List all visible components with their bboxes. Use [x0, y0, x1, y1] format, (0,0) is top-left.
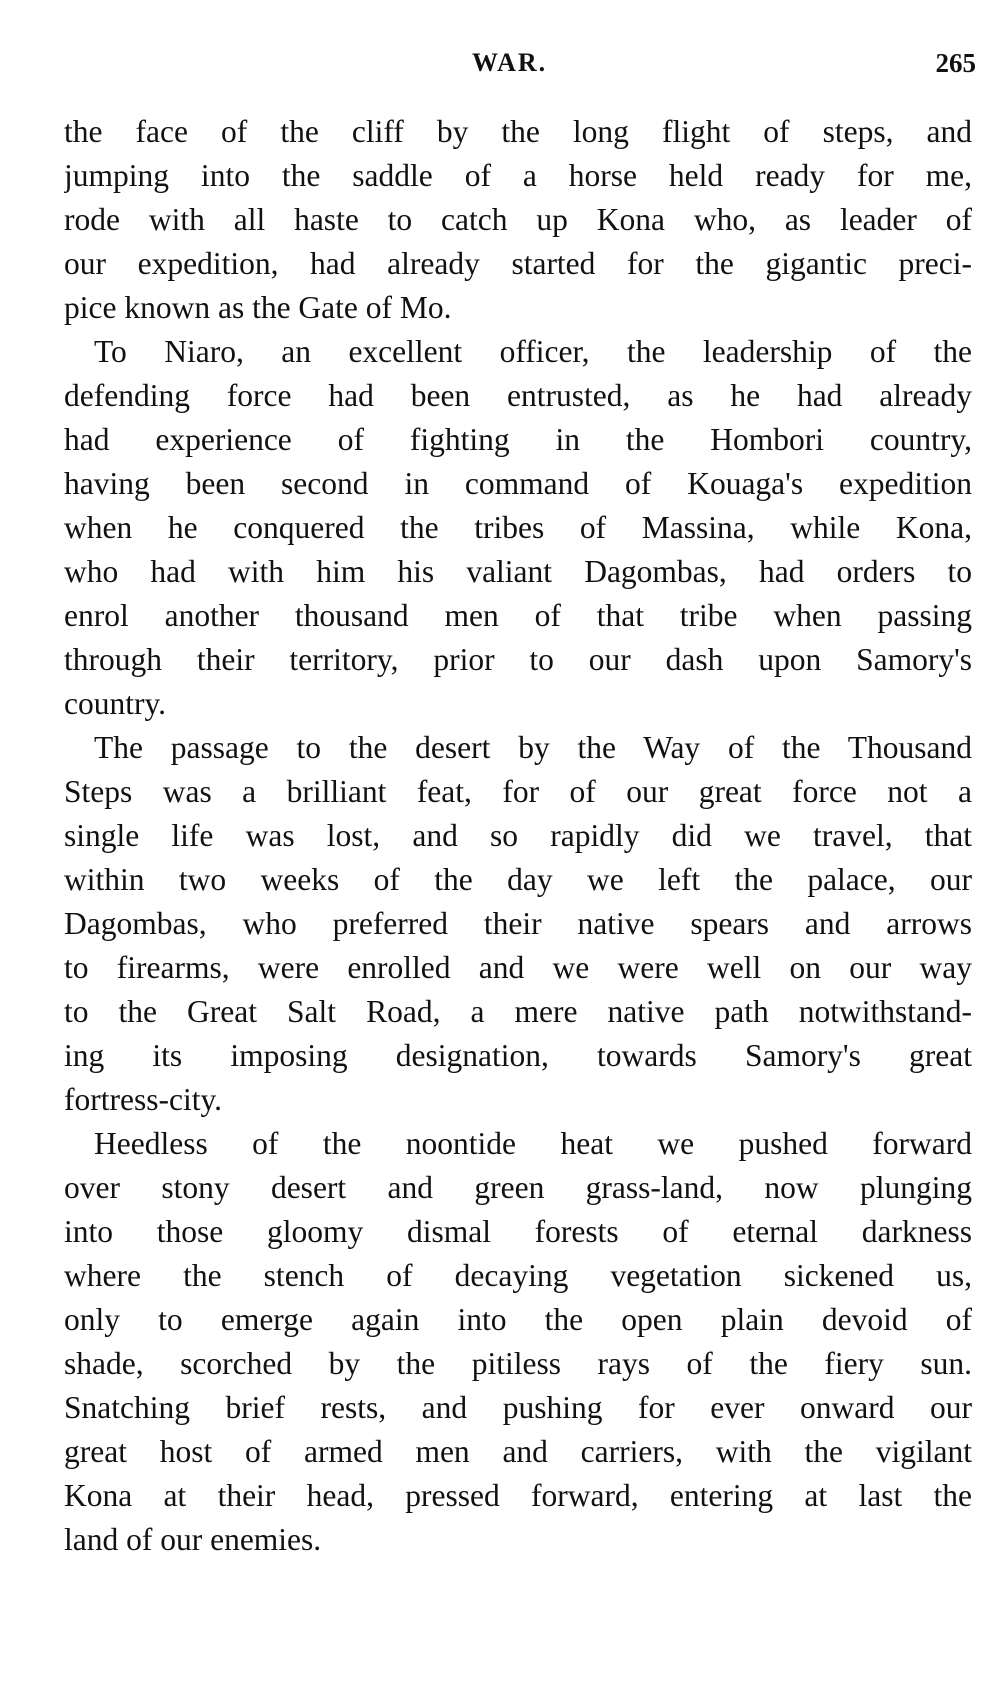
text-line: within two weeks of the day we left the palace, our [64, 862, 972, 897]
text-line: jumping into the saddle of a horse held ready for me, [64, 158, 972, 193]
text-line: who had with him his valiant Dagombas, had orders to [64, 554, 972, 589]
text-line: pice known as the Gate of Mo. [64, 290, 452, 325]
text-line: Kona at their head, pressed forward, entering at last the [64, 1478, 972, 1513]
text-line: great host of armed men and carriers, with the vigilant [64, 1434, 972, 1469]
text-line: the face of the cliff by the long flight of steps, and [64, 114, 972, 149]
text-line: through their territory, prior to our dash upon Samory's [64, 642, 972, 677]
text-line: our expedition, had already started for the gigantic preci- [64, 246, 972, 281]
text-line: To Niaro, an excellent officer, the leadership of the [94, 334, 972, 369]
paragraph [64, 110, 972, 330]
text-line: rode with all haste to catch up Kona who, as leader of [64, 202, 972, 237]
text-line: enrol another thousand men of that tribe when passing [64, 598, 972, 633]
text-line: had experience of fighting in the Hombori country, [64, 422, 972, 457]
paragraph [64, 330, 972, 726]
text-line: ing its imposing designation, towards Samory's great [64, 1038, 972, 1073]
text-line: into those gloomy dismal forests of eternal darkness [64, 1214, 972, 1249]
running-head [0, 48, 1000, 88]
text-line: when he conquered the tribes of Massina, while Kona, [64, 510, 972, 545]
text-line: having been second in command of Kouaga's expedition [64, 466, 972, 501]
text-line: land of our enemies. [64, 1522, 322, 1557]
text-line: Snatching brief rests, and pushing for ever onward our [64, 1390, 972, 1425]
text-line: defending force had been entrusted, as he had already [64, 378, 972, 413]
text-line: Steps was a brilliant feat, for of our great force not a [64, 774, 972, 809]
body-text [64, 110, 972, 1562]
paragraph [64, 1122, 972, 1562]
text-line: where the stench of decaying vegetation sickened us, [64, 1258, 972, 1293]
text-line: over stony desert and green grass-land, now plunging [64, 1170, 972, 1205]
text-line: country. [64, 686, 167, 721]
page-number: 265 [935, 48, 976, 78]
text-line: fortress-city. [64, 1082, 223, 1117]
text-line: only to emerge again into the open plain devoid of [64, 1302, 972, 1337]
chapter-title: WAR. [472, 48, 548, 77]
text-line: Dagombas, who preferred their native spears and arrows [64, 906, 972, 941]
text-line: single life was lost, and so rapidly did we travel, that [64, 818, 972, 853]
text-line: The passage to the desert by the Way of the Thousand [94, 730, 972, 765]
text-line: to the Great Salt Road, a mere native path notwithstand- [64, 994, 972, 1029]
paragraph [64, 726, 972, 1122]
text-line: shade, scorched by the pitiless rays of the fiery sun. [64, 1346, 972, 1381]
text-line: to firearms, were enrolled and we were well on our way [64, 950, 972, 985]
text-line: Heedless of the noontide heat we pushed forward [94, 1126, 972, 1161]
